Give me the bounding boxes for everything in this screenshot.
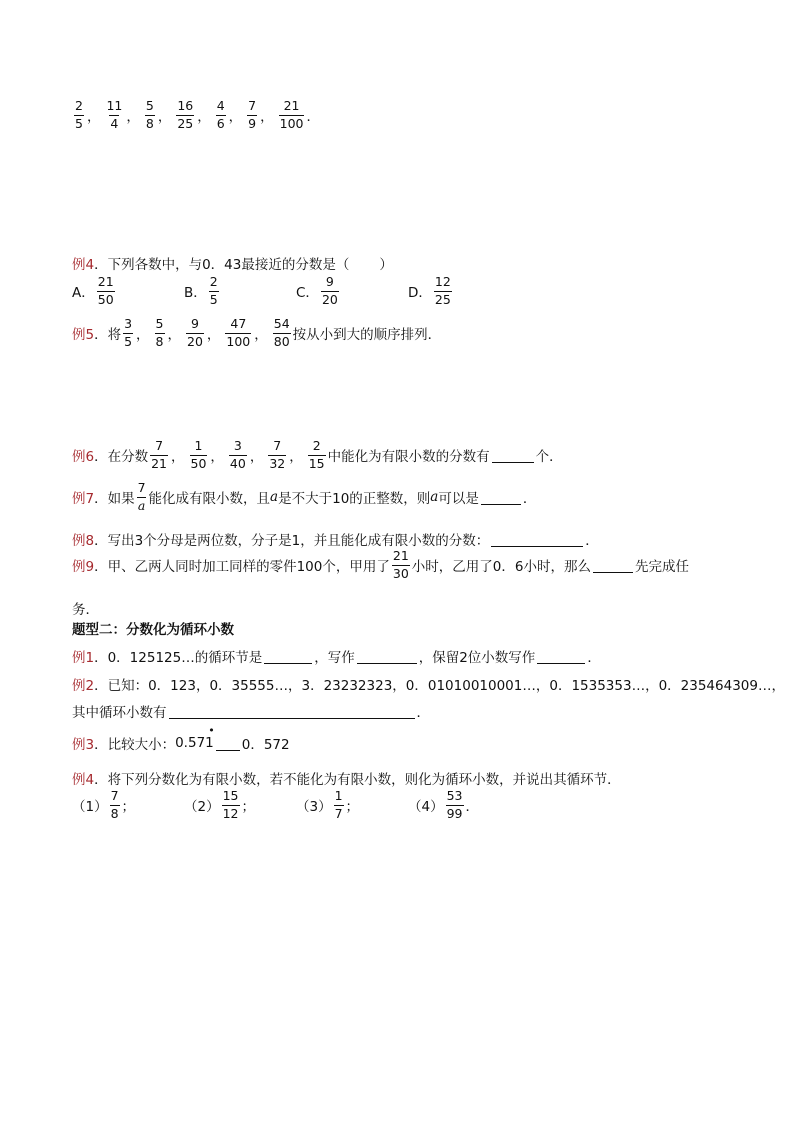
example-label: 例5 [72, 327, 95, 343]
fraction: $\frac{1}{50}$ [190, 438, 207, 471]
fraction: $\frac{2}{5}$ [75, 98, 83, 131]
example-label: 例4 [72, 772, 95, 788]
example-label: 例1 [72, 650, 95, 666]
answer-blank[interactable] [169, 704, 415, 719]
fraction: $\frac{3}{40}$ [229, 438, 246, 471]
example-8: 例8 ．写出3个分母是两位数，分子是1，并且能化成有限小数的分数： ． [72, 529, 599, 549]
section2-example-2-line2: 其中循环小数有 ． [72, 705, 430, 721]
repeating-decimal: 0.571 • [175, 724, 215, 751]
section2-example-4-items [72, 790, 520, 820]
answer-blank[interactable] [593, 558, 633, 573]
fraction: $\frac{7}{9}$ [248, 98, 257, 131]
example-label: 例3 [72, 737, 95, 753]
section2-example-1: 例1 ．0．125125…的循环节是 ，写作 ，保留2位小数写作 ． [72, 646, 601, 666]
example-label: 例6 [72, 449, 95, 465]
fraction: $\frac{4}{6}$ [216, 98, 225, 131]
fraction: $\frac{3}{5}$ [124, 316, 133, 349]
example-6: 例6 ．在分数 $\frac{7}{21}$ ， $\frac{1}{50}$ ， $\frac{3}{40}$ ， $\frac{7}{32}$ ， $\frac{2}{15}$ 中能化为有限小数的分数有 个． [72, 438, 563, 471]
fraction: $\frac{21}{30}$ [392, 548, 409, 581]
fraction-list: $\frac{2}{5}$ ， $\frac{11}{4}$ ， $\frac{5}{8}$ ， $\frac{16}{25}$ ， $\frac{4}{6}$ ， $\frac{7}{9}$ ， $\frac{21}{100}$ ． [75, 98, 320, 131]
example-5: 例5 ．将 $\frac{3}{5}$ ， $\frac{5}{8}$ ， $\frac{9}{20}$ ， $\frac{47}{100}$ ， $\frac{54}{80}$ 按从小到大的顺序排列． [72, 316, 442, 349]
option-d: D． $\frac{12}{25}$ [408, 274, 451, 307]
example-label: 例8 [72, 533, 95, 549]
answer-blank[interactable] [481, 490, 521, 505]
fraction: $\frac{2}{15}$ [308, 438, 325, 471]
fraction: $\frac{54}{80}$ [273, 316, 290, 349]
variable-a: a [270, 489, 279, 505]
option-c: C． $\frac{9}{20}$ [296, 274, 338, 307]
example-label: 例2 [72, 678, 95, 694]
answer-blank[interactable] [537, 649, 585, 664]
answer-blank[interactable] [357, 649, 417, 664]
section2-example-4: 例4 ．将下列分数化为有限小数，若不能化为有限小数，则化为循环小数，并说出其循环节． [72, 768, 621, 788]
fraction: $\frac{16}{25}$ [177, 98, 194, 131]
example-4-options [72, 276, 520, 306]
fraction: $\frac{21}{100}$ [279, 98, 304, 131]
example-label: 例9 [72, 559, 95, 575]
sub-item: （2） $\frac{15}{12}$ ； [184, 788, 255, 821]
option-a: A． $\frac{21}{50}$ [72, 274, 114, 307]
example-7: 例7 ．如果 $\frac{7}{a}$ 能化成有限小数，且 a 是不大于10的正整数，则 a 可以是 ． [72, 480, 537, 513]
fraction: $\frac{47}{100}$ [226, 316, 251, 349]
fraction: $\frac{5}{8}$ [155, 316, 164, 349]
sub-item: （3） $\frac{1}{7}$ ； [296, 788, 360, 821]
example-9: 例9 ．甲、乙两人同时加工同样的零件100个，甲用了 $\frac{21}{30}$ 小时，乙用了0．6小时，那么 先完成任 [72, 548, 689, 581]
section-heading: 题型二：分数化为循环小数 [72, 622, 234, 638]
variable-a: a [430, 489, 439, 505]
fraction: $\frac{11}{4}$ [106, 98, 123, 131]
example-9-continuation: 务． [72, 602, 99, 618]
example-label: 例4 [72, 257, 95, 273]
fraction: $\frac{7}{21}$ [151, 438, 167, 471]
section2-example-2: 例2 ．已知：0．123，0．35555…，3．23232323，0．01010010001…，0．1535353…，0．235464309…， [72, 674, 785, 694]
example-4-question: 例4 ．下列各数中，与0．43最接近的分数是（ ） [72, 253, 393, 273]
fraction: $\frac{7}{32}$ [269, 438, 286, 471]
example-label: 例7 [72, 491, 95, 507]
answer-blank[interactable] [492, 448, 534, 463]
repeat-dot: • [208, 724, 215, 737]
section2-example-3: 例3 ．比较大小： 0.571 • 0．572 [72, 724, 290, 753]
answer-blank[interactable] [491, 532, 583, 547]
answer-blank[interactable] [216, 736, 240, 751]
sub-item: （4） $\frac{53}{99}$ ． [408, 788, 479, 821]
sub-item: （1） $\frac{7}{8}$ ； [72, 788, 136, 821]
option-b: B． $\frac{2}{5}$ [184, 274, 218, 307]
fraction: $\frac{5}{8}$ [145, 98, 154, 131]
answer-blank[interactable] [264, 649, 312, 664]
fraction: $\frac{9}{20}$ [187, 316, 203, 349]
fraction: $\frac{7}{a}$ [137, 480, 146, 513]
